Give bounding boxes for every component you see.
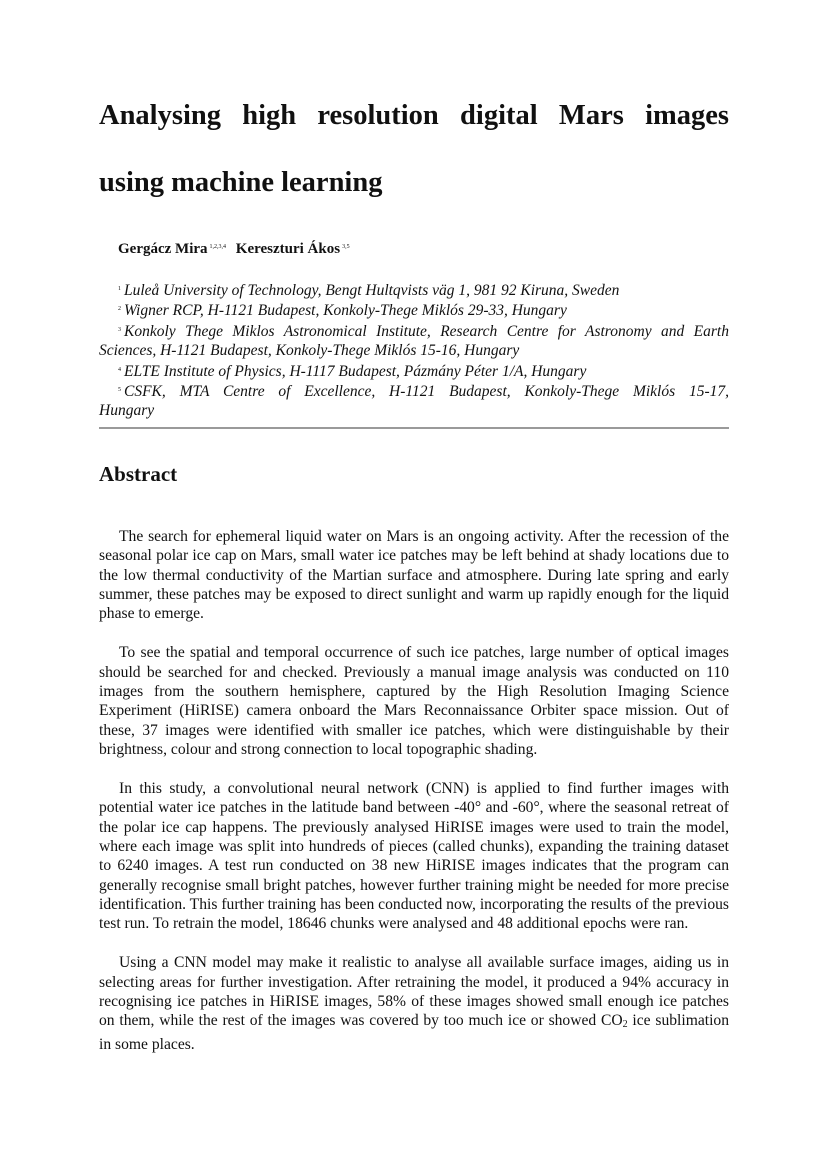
- abstract-paragraph: To see the spatial and temporal occurrence of such ice patches, large number of optical images should be searched for and checked. Previously a manual image analysis was conducted on 110 images from the southern hemisphere, captured by the High Resolution Imaging Science Experiment (HiRISE) camera onboard the Mars Reconnaissance Orbiter space mission. Out of these, 37 images were identified with smaller ice patches, which were distinguishable by their brightness, colour and strong connection to local topographic shading.: [99, 644, 729, 759]
- paragraph-text: Using a CNN model may make it realistic to analyse all available surface images, aiding us in selecting areas for further investigation. After retraining the model, it produced a 94% accuracy in recognising ice patches in HiRISE images, 58% of these images showed small enough ice patches on them, while the rest of the images was covered by too much ice or showed CO: [99, 954, 729, 1030]
- affiliation-text: Konkoly Thege Miklos Astronomical Institute, Research Centre for Astronomy and Earth: [124, 322, 729, 340]
- affiliation-list: [99, 280, 729, 421]
- author-affiliation-marks: 1,2,3,4: [209, 244, 227, 250]
- abstract-paragraph: The search for ephemeral liquid water on Mars is an ongoing activity. After the recession of the seasonal polar ice cap on Mars, small water ice patches may be left behind at shady locations due to the low thermal conductivity of the Martian surface and atmosphere. During late spring and early summer, these patches may be exposed to direct sunlight and warm up rapidly enough for the liquid phase to emerge.: [99, 528, 729, 623]
- paragraph-text: ice sublimation in some places.: [99, 1012, 730, 1053]
- author-name: Gergácz Mira: [118, 241, 208, 257]
- author-list: [118, 241, 350, 258]
- affiliation-number: 2: [118, 306, 121, 313]
- abstract-paragraph: [99, 953, 729, 1054]
- affiliation-item: [118, 280, 729, 300]
- affiliation-number: 3: [118, 326, 121, 333]
- paper-title-line-1: Analysing high resolution digital Mars images: [99, 100, 729, 131]
- affiliation-item: [118, 361, 729, 381]
- abstract-heading: Abstract: [99, 462, 178, 486]
- section-divider: [99, 427, 729, 429]
- affiliation-number: 5: [118, 387, 121, 394]
- affiliation-continuation: Sciences, H-1121 Budapest, Konkoly-Thege Miklós 15-16, Hungary: [99, 342, 520, 360]
- affiliation-continuation: Hungary: [99, 402, 155, 420]
- affiliation-number: 1: [118, 286, 121, 292]
- abstract-paragraph: In this study, a convolutional neural network (CNN) is applied to find further images with potential water ice patches in the latitude band between -40° and -60°, where the seasonal retreat of the polar ice cap happens. The previously analysed HiRISE images were used to train the model, where each image was split into hundreds of pieces (called chunks), expanding the training dataset to 6240 images. A test run conducted on 38 new HiRISE images indicates that the program can generally recognise small bright patches, however further training might be needed for more precise identification. This further training has been conducted now, incorporating the results of the previous test run. To retrain the model, 18646 chunks were analysed and 48 additional epochs were ran.: [99, 779, 729, 933]
- affiliation-item: [118, 300, 729, 320]
- paper-title-line-2: using machine learning: [99, 167, 383, 198]
- chemical-subscript: 2: [622, 1019, 628, 1031]
- author-name: Kereszturi Ákos: [235, 241, 341, 257]
- affiliation-text: Wigner RCP, H-1121 Budapest, Konkoly-Thege Miklós 29-33, Hungary: [124, 302, 567, 320]
- affiliation-item: [118, 381, 729, 401]
- affiliation-text: Luleå University of Technology, Bengt Hultqvists väg 1, 981 92 Kiruna, Sweden: [124, 282, 620, 299]
- author-affiliation-marks: 3,5: [342, 244, 350, 250]
- abstract-body: [99, 527, 729, 1074]
- affiliation-item: [118, 321, 729, 341]
- affiliation-number: 4: [118, 366, 121, 373]
- affiliation-text: ELTE Institute of Physics, H-1117 Budapest, Pázmány Péter 1/A, Hungary: [124, 362, 587, 380]
- affiliation-text: CSFK, MTA Centre of Excellence, H-1121 Budapest, Konkoly-Thege Miklós 15-17,: [124, 383, 729, 401]
